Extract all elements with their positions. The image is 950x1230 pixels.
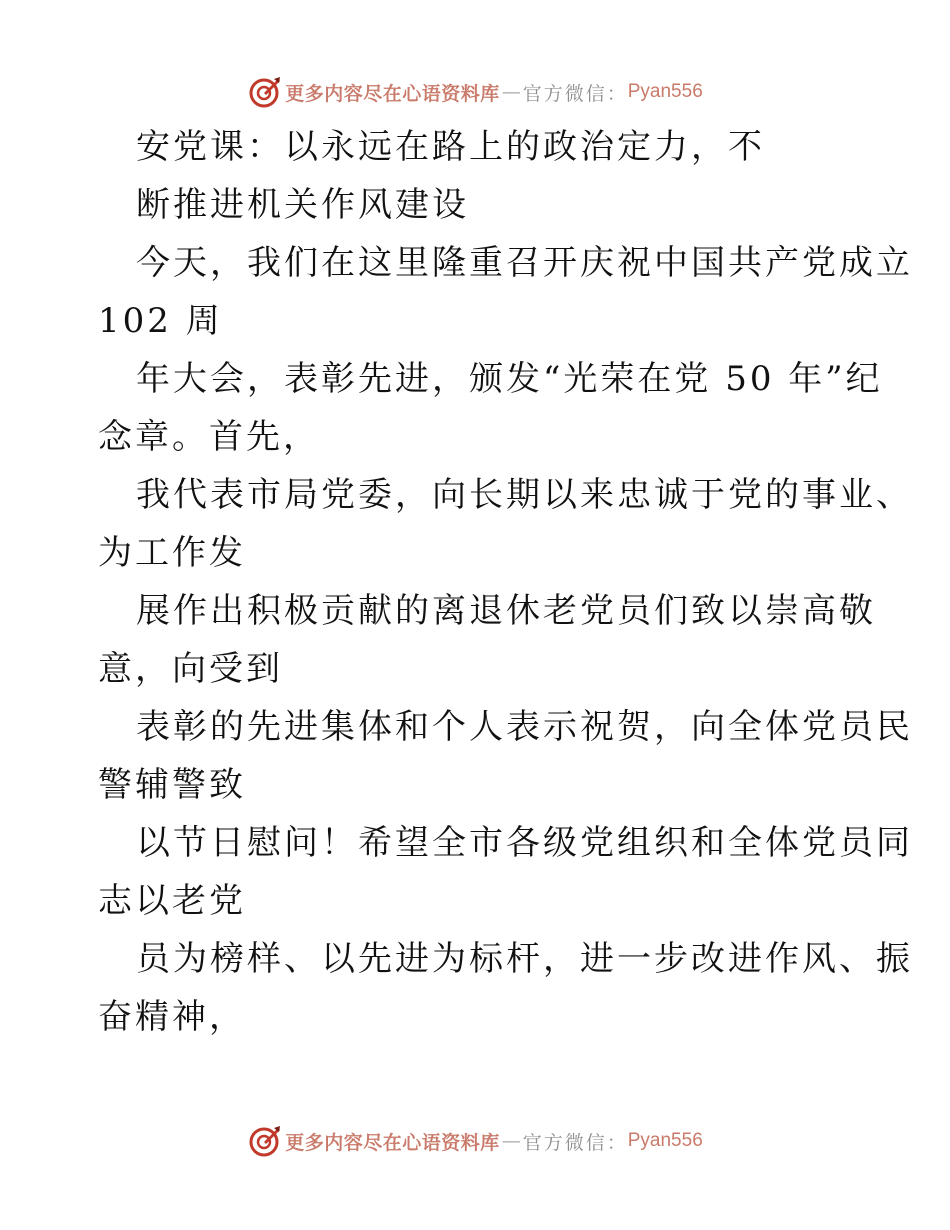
text-line: 警辅警致 [98,765,246,805]
text-line: 今天，我们在这里隆重召开庆祝中国共产党成立 [136,243,913,283]
text-line: 为工作发 [98,533,246,573]
watermark-wechat-label: 官方微信： [522,1131,628,1154]
watermark-wechat-id: Pyan556 [627,81,703,102]
watermark-slogan: 更多内容尽在心语资料库 [285,1131,500,1154]
text-line: 断推进机关作风建设 [136,185,469,225]
text-line: 员为榜样、以先进为标杆，进一步改进作风、振 [136,939,913,979]
watermark-slogan: 更多内容尽在心语资料库 [285,82,500,105]
text-line: 以节日慰问！希望全市各级党组织和全体党员同 [136,823,913,863]
text-line: 志以老党 [98,881,246,921]
footer-watermark [0,1121,950,1161]
pen-nib-logo-icon [247,75,281,109]
watermark-wechat-id: Pyan556 [627,1130,703,1151]
text-line: 我代表市局党委，向长期以来忠诚于党的事业、 [136,475,913,515]
text-line: 展作出积极贡献的离退休老党员们致以崇高敬 [136,591,876,631]
text-line: 安党课：以永远在路上的政治定力，不 [136,127,765,167]
header-watermark [0,72,950,112]
pen-nib-logo-icon [247,1124,281,1158]
text-line: 意，向受到 [98,649,283,689]
watermark-separator: — [501,81,521,103]
text-line: 表彰的先进集体和个人表示祝贺，向全体党员民 [136,707,913,747]
watermark-wechat-label: 官方微信： [522,82,628,105]
text-line: 奋精神， [98,997,246,1037]
text-line: 年大会，表彰先进，颁发“光荣在党 50 年”纪 [136,359,883,399]
text-line: 念章。首先， [98,417,320,457]
text-line: 102 周 [98,301,223,341]
watermark-separator: — [501,1130,521,1152]
